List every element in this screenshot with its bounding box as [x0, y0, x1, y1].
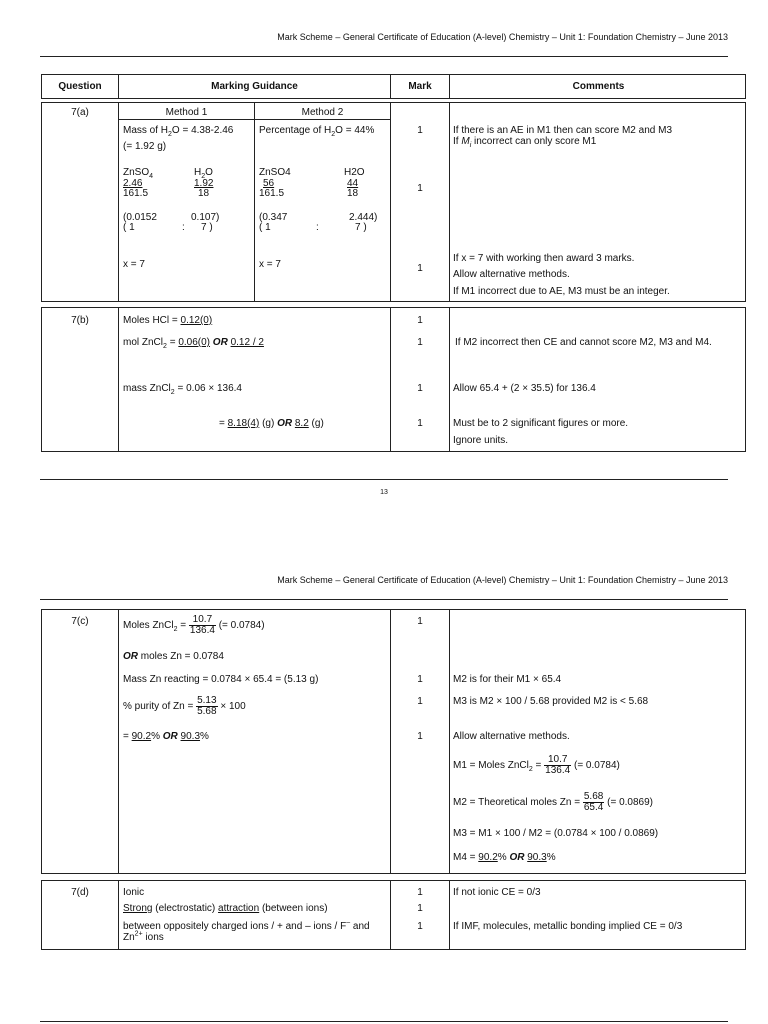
mark: 1 [417, 337, 423, 348]
question-number: 7(c) [71, 616, 89, 627]
mark: 1 [417, 921, 423, 932]
ions-line-2: $Zn^{2+}$ ions [123, 930, 164, 943]
m2-ratio2-c: 7 ) [355, 222, 367, 233]
method1-title: Method 1 [165, 107, 208, 118]
m1-znso4: ZnSO$_4$ [123, 167, 154, 180]
page-header: Mark Scheme – General Certificate of Education (A-level) Chemistry – Unit 1: Foundation Chemistry – June 2013 [277, 575, 728, 585]
question-number: 7(a) [71, 107, 89, 118]
footer-rule [40, 479, 728, 480]
question-7b-block [41, 307, 746, 452]
m1-mass-znso4: 2.46 [123, 178, 143, 189]
mark: 1 [417, 696, 423, 707]
purity-result-line: = 90.2% OR 90.3% [123, 731, 209, 742]
m1-ratio2-a: ( 1 [123, 222, 135, 233]
comment: Ignore units. [453, 435, 509, 446]
m2-18: 18 [347, 188, 359, 199]
col-mark: Mark [408, 81, 432, 92]
m1-x: x = 7 [123, 259, 145, 270]
comment: Allow alternative methods. [453, 731, 570, 742]
m2-56: 56 [263, 178, 275, 189]
mark: 1 [417, 616, 423, 627]
mark: 1 [417, 887, 423, 898]
m2-pct-line: Percentage of $H_2O = 44\%$ [259, 125, 375, 138]
question-7a-block [41, 102, 746, 302]
comment: M2 is for their M1 × 65.4 [453, 674, 562, 685]
m2-ratio2-a: ( 1 [259, 222, 271, 233]
m1-ratio2-b: : [182, 222, 185, 233]
m2-ratio-b: 2.444) [349, 212, 378, 223]
col-marking-guidance: Marking Guidance [211, 81, 298, 92]
header-rule [40, 599, 728, 600]
purity-line: % purity of Zn = $\frac{5.13}{5.68}$ × 100 [123, 695, 246, 717]
m1-mass-h2o: 1.92 [194, 178, 214, 189]
mol-zncl2-line: mol ZnCl$_2$ = 0.06(0) OR 0.12 / 2 [123, 337, 264, 350]
m2-44: 44 [347, 178, 359, 189]
attraction-line: Strong (electrostatic) attraction (between ions) [123, 903, 328, 914]
m1-mr-znso4: 161.5 [123, 188, 149, 199]
moles-zncl2-line: Moles ZnCl$_2$ = $\frac{10.7}{136.4}$ (= 0.0784) [123, 614, 265, 636]
m2-x: x = 7 [259, 259, 281, 270]
comment: Must be to 2 significant figures or more. [453, 418, 629, 429]
footer-rule [40, 1021, 728, 1022]
mark: 1 [417, 315, 423, 326]
col-comments: Comments [572, 81, 625, 92]
comment: M1 = Moles ZnCl$_2$ = $\frac{10.7}{136.4}$ (= 0.0784) [453, 754, 620, 776]
comment: If there is an AE in M1 then can score M2 and M3 [453, 125, 673, 136]
comment: Allow 65.4 + (2 × 35.5) for 136.4 [453, 383, 596, 394]
page-number: 13 [380, 489, 388, 496]
mark: 1 [417, 674, 423, 685]
m1-ratio-b: 0.107) [191, 212, 220, 223]
col-question: Question [58, 81, 102, 92]
mark: 1 [417, 383, 423, 394]
comment: If M2 incorrect then CE and cannot score M2, M3 and M4. [455, 337, 712, 348]
question-number: 7(d) [71, 887, 89, 898]
mark: 1 [417, 125, 423, 136]
mass-zncl2-line: mass ZnCl$_2$ = 0.06 × 136.4 [123, 383, 242, 396]
mark: 1 [417, 731, 423, 742]
comment: M4 = 90.2% OR 90.3% [453, 852, 556, 863]
m2-znso4: ZnSO4 [259, 167, 291, 178]
mass-result-line: = 8.18(4) (g) OR 8.2 (g) [219, 418, 324, 429]
moles-zn-line: OR moles Zn = 0.0784 [123, 651, 224, 662]
comment: If x = 7 with working then award 3 marks. [453, 253, 635, 264]
comment: If $M_i$ incorrect can only score M1 [453, 136, 597, 149]
mark: 1 [417, 183, 423, 194]
mark: 1 [417, 263, 423, 274]
m2-ratio2-b: : [316, 222, 319, 233]
m1-mass-result: (= 1.92 g) [123, 141, 167, 152]
moles-hcl-line: Moles HCl = 0.12(0) [123, 315, 213, 326]
comment: M3 = M1 × 100 / M2 = (0.0784 × 100 / 0.0869) [453, 828, 659, 839]
comment: If IMF, molecules, metallic bonding implied CE = 0/3 [453, 921, 683, 932]
m1-ratio-a: (0.0152 [123, 212, 157, 223]
question-7d-block [41, 880, 746, 950]
m1-mass-line: Mass of $H_2O = 4.38-2.46$ [123, 125, 234, 138]
m1-ratio2-c: 7 ) [201, 222, 213, 233]
m2-h2o: H2O [344, 167, 365, 178]
comment: M3 is M2 × 100 / 5.68 provided M2 is < 5.68 [453, 696, 649, 707]
m2-1615: 161.5 [259, 188, 285, 199]
m1-mr-h2o: 18 [198, 188, 210, 199]
method2-title: Method 2 [301, 107, 344, 118]
comment: Allow alternative methods. [453, 269, 570, 280]
ions-line: between oppositely charged ions / + and – ions / F– and [123, 919, 370, 932]
m2-ratio-a: (0.347 [259, 212, 288, 223]
mark: 1 [417, 418, 423, 429]
comment: M2 = Theoretical moles Zn = $\frac{5.68}{65.4}$ (= 0.0869) [453, 791, 653, 813]
header-rule [40, 56, 728, 57]
comment: If not ionic CE = 0/3 [453, 887, 541, 898]
mark: 1 [417, 903, 423, 914]
ionic-line: Ionic [123, 887, 145, 898]
mass-zn-line: Mass Zn reacting = 0.0784 × 65.4 = (5.13 g) [123, 674, 319, 685]
question-7c-block [41, 609, 746, 874]
column-header-row [41, 74, 746, 99]
page-header: Mark Scheme – General Certificate of Education (A-level) Chemistry – Unit 1: Foundation Chemistry – June 2013 [277, 32, 728, 42]
comment: If M1 incorrect due to AE, M3 must be an integer. [453, 286, 670, 297]
m1-h2o: $H_2O$ [194, 167, 213, 180]
question-number: 7(b) [71, 315, 89, 326]
